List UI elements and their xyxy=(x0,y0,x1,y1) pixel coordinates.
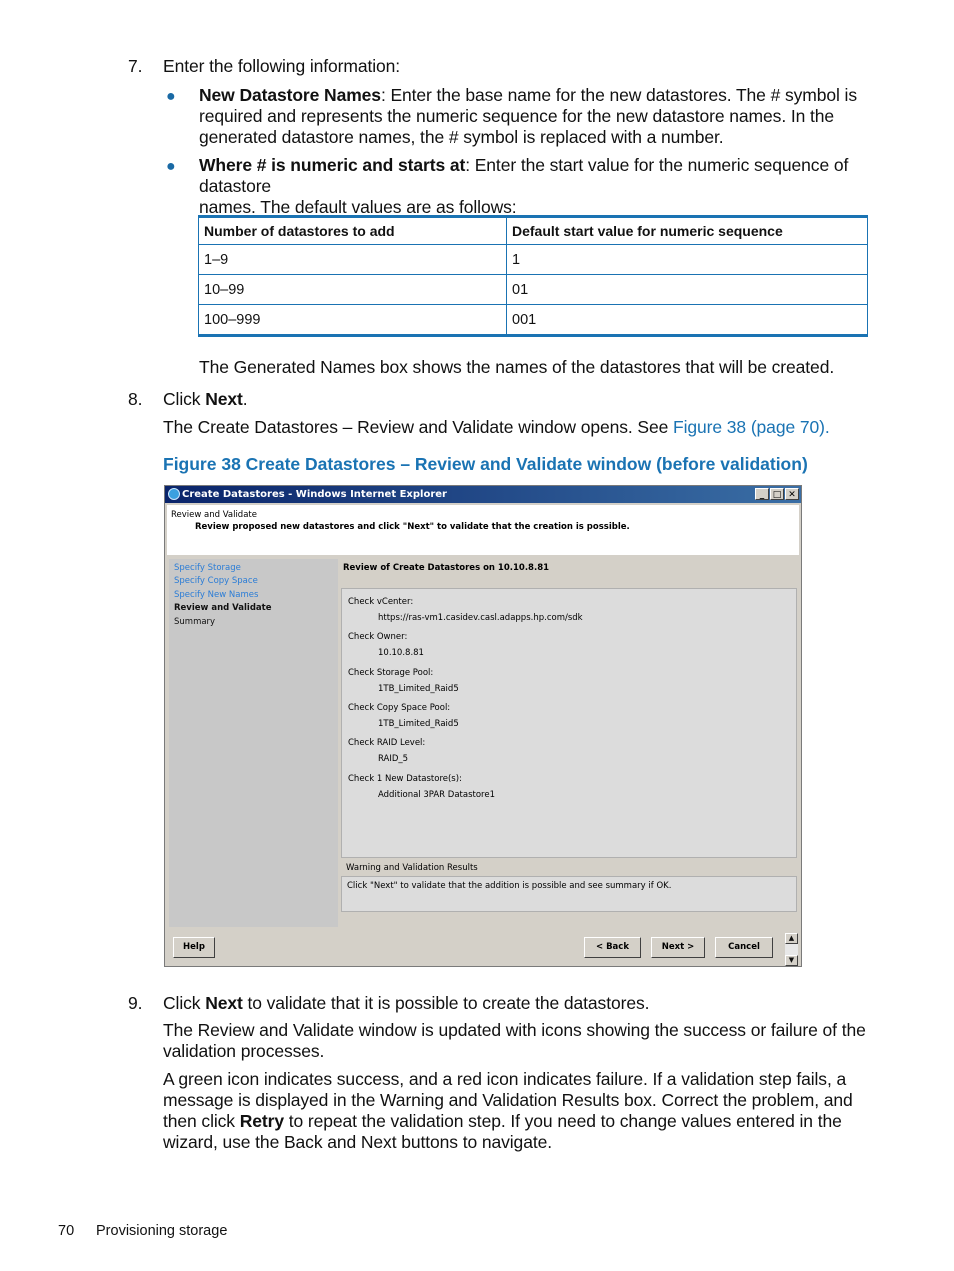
wizard-step-title: Review and Validate xyxy=(171,510,257,520)
step-8-number: 8. xyxy=(128,389,143,409)
nav-review-and-validate: Review and Validate xyxy=(174,603,272,613)
table-cell: 01 xyxy=(507,275,868,305)
window-title: Create Datastores - Windows Internet Explorer xyxy=(182,489,447,500)
bullet-new-datastore-names: New Datastore Names: Enter the base name for the new datastores. The # symbol is required and represents the numeric sequence for the new datastore names. In the generated datastore names, the # symbol is replaced with a number. xyxy=(199,85,857,147)
check-label: Check Owner: xyxy=(348,632,408,642)
bullet-where-numeric: Where # is numeric and starts at: Enter the start value for the numeric sequence of datastore names. The default values are as follows: xyxy=(199,155,849,217)
table-cell: 10–99 xyxy=(199,275,507,305)
wizard-nav xyxy=(169,559,338,927)
back-button[interactable]: < Back xyxy=(584,937,641,958)
nav-specify-new-names[interactable]: Specify New Names xyxy=(174,590,259,600)
table-cell: 100–999 xyxy=(199,305,507,336)
check-label: Check Copy Space Pool: xyxy=(348,703,451,713)
table-cell: 1–9 xyxy=(199,245,507,275)
next-button[interactable]: Next > xyxy=(651,937,705,958)
internet-explorer-icon xyxy=(168,488,180,500)
minimize-icon[interactable]: _ xyxy=(755,488,769,500)
bullet-icon: ● xyxy=(166,158,176,175)
nav-specify-storage[interactable]: Specify Storage xyxy=(174,563,241,573)
check-label: Check vCenter: xyxy=(348,597,414,607)
table-cell: 1 xyxy=(507,245,868,275)
term-where-numeric: Where # is numeric and starts at xyxy=(199,155,466,175)
footer-section-title: Provisioning storage xyxy=(96,1223,228,1239)
cancel-button[interactable]: Cancel xyxy=(715,937,773,958)
nav-summary: Summary xyxy=(174,617,216,627)
scroll-up-icon[interactable]: ▲ xyxy=(785,933,798,944)
generated-names-note: The Generated Names box shows the names of the datastores that will be created. xyxy=(199,357,835,377)
figure-link[interactable]: Figure 38 (page 70) xyxy=(673,417,825,437)
wizard-header xyxy=(167,505,799,555)
page-number: 70 xyxy=(58,1223,75,1239)
close-icon[interactable]: ✕ xyxy=(785,488,799,500)
step-9-number: 9. xyxy=(128,993,143,1013)
table-header-row xyxy=(199,217,868,245)
step-9-text: Click Next to validate that it is possible to create the datastores. xyxy=(163,993,650,1013)
step-9-paragraph-1: The Review and Validate window is updated with icons showing the success or failure of the validation processes. xyxy=(163,1020,866,1061)
check-label: Check Storage Pool: xyxy=(348,668,434,678)
review-box xyxy=(341,588,797,858)
check-value: Additional 3PAR Datastore1 xyxy=(378,790,495,800)
check-value: 1TB_Limited_Raid5 xyxy=(378,684,459,694)
check-label: Check RAID Level: xyxy=(348,738,426,748)
check-label: Check 1 New Datastore(s): xyxy=(348,774,462,784)
step-7-number: 7. xyxy=(128,56,143,76)
scroll-down-icon[interactable]: ▼ xyxy=(785,955,798,966)
maximize-icon[interactable]: □ xyxy=(770,488,784,500)
table-row xyxy=(199,245,868,275)
term-new-datastore-names: New Datastore Names xyxy=(199,85,381,105)
warning-results-box xyxy=(341,876,797,912)
check-value: 10.10.8.81 xyxy=(378,648,424,658)
step-7-text: Enter the following information: xyxy=(163,56,401,76)
check-value: RAID_5 xyxy=(378,754,409,764)
wizard-step-instructions: Review proposed new datastores and click "Next" to validate that the creation is possible. xyxy=(195,522,630,532)
warning-results-label: Warning and Validation Results xyxy=(346,863,478,873)
bullet-icon: ● xyxy=(166,88,176,105)
step-9-paragraph-2: A green icon indicates success, and a red icon indicates failure. If a validation step fails, a message is displayed in the Warning and Validation Results box. Correct the problem, and then click Retry to repeat the validation step. If you need to change values entered in the wizard, use the Back and Next buttons to navigate. xyxy=(163,1069,853,1152)
create-datastores-window xyxy=(164,485,802,967)
help-button[interactable]: Help xyxy=(173,937,215,958)
step-8-text: Click Next. xyxy=(163,389,248,409)
window-titlebar xyxy=(165,486,801,503)
step-8-description: The Create Datastores – Review and Validate window opens. See Figure 38 (page 70). xyxy=(163,417,830,437)
warning-results-text: Click "Next" to validate that the addition is possible and see summary if OK. xyxy=(347,881,672,891)
check-value: https://ras-vm1.casidev.casl.adapps.hp.com/sdk xyxy=(378,613,583,623)
review-title: Review of Create Datastores on 10.10.8.81 xyxy=(343,563,550,573)
table-header: Number of datastores to add xyxy=(199,217,507,245)
check-value: 1TB_Limited_Raid5 xyxy=(378,719,459,729)
table-row xyxy=(199,305,868,336)
nav-specify-copy-space[interactable]: Specify Copy Space xyxy=(174,576,258,586)
table-row xyxy=(199,275,868,305)
table-cell: 001 xyxy=(507,305,868,336)
default-values-table xyxy=(198,215,868,337)
table-header: Default start value for numeric sequence xyxy=(507,217,868,245)
scrollbar[interactable] xyxy=(785,933,798,966)
figure-caption: Figure 38 Create Datastores – Review and Validate window (before validation) xyxy=(163,454,808,474)
